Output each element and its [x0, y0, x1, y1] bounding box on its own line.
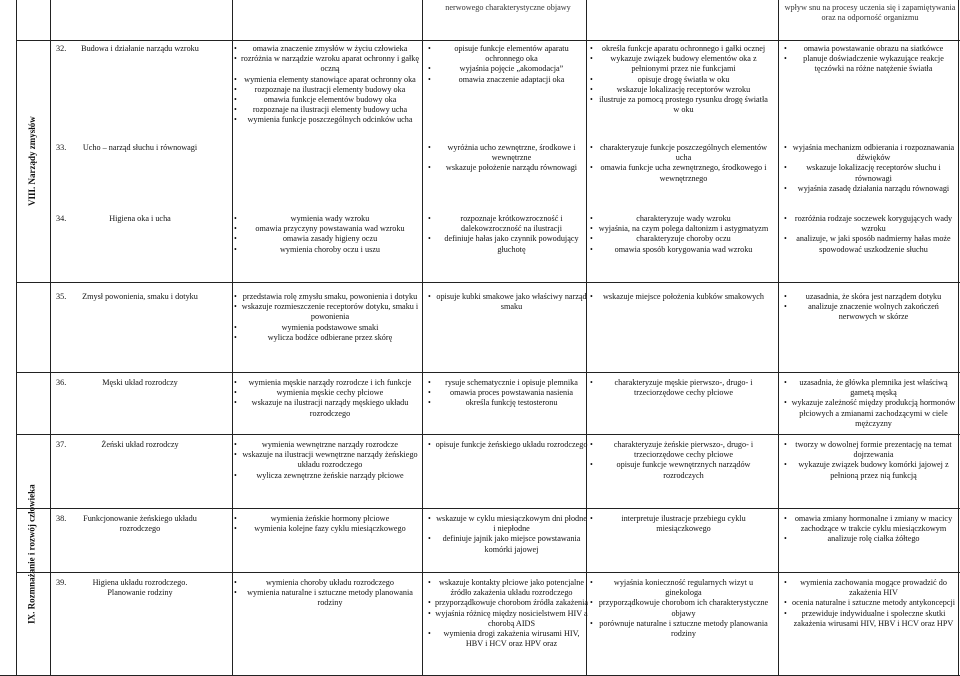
requirements-full: [590, 514, 770, 534]
topic-cell: 39. Higiena układu rozrodczego. Planowanie rodziny: [56, 578, 188, 598]
requirements-basic: [234, 378, 419, 419]
list-item: • opisuje kubki smakowe jako właściwy narząd smaku: [428, 292, 588, 312]
requirements-basic: [234, 578, 419, 609]
list-item: • wykazuje zależność między produkcją hormonów płciowych a zmianami zachodzącymi w ciele mężczyzny: [784, 398, 956, 429]
list-item: • ocenia naturalne i sztuczne metody antykoncepcji: [784, 598, 956, 608]
list-item: • wyjaśnia, na czym polega daltonizm i astygmatyzm: [590, 224, 770, 234]
list-item: • wskazuje na ilustracji wewnętrzne narządy żeńskiego układu rozrodczego: [234, 450, 419, 470]
list-item: • opisuje drogę światła w oku: [590, 75, 770, 85]
list-item: • charakteryzuje żeńskie pierwszo-, drugo- i trzeciorzędowe cechy płciowe: [590, 440, 770, 460]
list-item: • definiuje jajnik jako miejsce powstawania komórki jajowej: [428, 534, 588, 554]
topic-cell: 34. Higiena oka i ucha: [56, 214, 171, 223]
requirements-excellent: [784, 214, 956, 255]
topic-cell: 37. Żeński układ rozrodczy: [56, 440, 179, 449]
topic-cell: 35. Zmysł powonienia, smaku i dotyku: [56, 292, 198, 301]
list-item: • wskazuje położenie narządu równowagi: [428, 163, 588, 173]
topic-cell: 38. Funkcjonowanie żeńskiego układu rozrodczego: [56, 514, 197, 534]
requirements-basic: [234, 292, 419, 343]
list-item: • definiuje hałas jako czynnik powodujący głuchotę: [428, 234, 588, 254]
list-item: • wymienia męskie cechy płciowe: [234, 388, 419, 398]
requirements-excellent: [784, 292, 956, 323]
list-item: • charakteryzuje choroby oczu: [590, 234, 770, 244]
requirements-extended: [428, 578, 588, 649]
list-item: • przewiduje indywidualne i społeczne skutki zakażenia wirusami HIV, HBV i HCV oraz HPV: [784, 609, 956, 629]
list-item: • opisuje funkcje elementów aparatu ochronnego oka: [428, 44, 588, 64]
list-item: • omawia zmiany hormonalne i zmiany w macicy zachodzące w trakcie cyklu miesiączkowym: [784, 514, 956, 534]
topic-cell: 32. Budowa i działanie narządu wzroku: [56, 44, 199, 53]
list-item: • określa funkcję testosteronu: [428, 398, 588, 408]
grid-line: [232, 0, 233, 676]
list-item: • wskazuje w cyklu miesiączkowym dni płodne i niepłodne: [428, 514, 588, 534]
list-item: • wymienia zachowania mogące prowadzić do zakażenia HIV: [784, 578, 956, 598]
section-label-senses: VIII. Narządy zmysłów: [26, 116, 37, 206]
list-item: • rozróżnia w narządzie wzroku aparat ochronny i gałkę oczną: [234, 54, 419, 74]
list-item: • rozróżnia rodzaje soczewek korygujących wady wzroku: [784, 214, 956, 234]
grid-line: [16, 372, 960, 373]
requirements-excellent: [784, 578, 956, 629]
grid-line: [16, 40, 960, 41]
list-item: • przyporządkowuje chorobom ich charakterystyczne objawy: [590, 598, 770, 618]
list-item: • wymienia elementy stanowiące aparat ochronny oka: [234, 75, 419, 85]
list-item: • wymienia podstawowe smaki: [234, 323, 419, 333]
grid-line: [16, 282, 960, 283]
requirements-extended: [428, 44, 588, 85]
topic-cell: 33. Ucho – narząd słuchu i równowagi: [56, 143, 198, 152]
list-item: • uzasadnia, że główka plemnika jest właściwą gametą męską: [784, 378, 956, 398]
requirements-basic: [234, 514, 419, 534]
list-item: • wyjaśnia konieczność regularnych wizyt u ginekologa: [590, 578, 770, 598]
requirements-extended: [428, 214, 588, 255]
list-item: • wymienia wewnętrzne narządy rozrodcze: [234, 440, 419, 450]
requirements-excellent: [784, 143, 956, 194]
list-item: • analizuje rolę ciałka żółtego: [784, 534, 956, 544]
list-item: • omawia powstawanie obrazu na siatkówce: [784, 44, 956, 54]
requirements-full: [590, 44, 770, 115]
list-item: • wyjaśnia różnicę między nosicielstwem HIV a chorobą AIDS: [428, 609, 588, 629]
list-item: • przyporządkowuje chorobom źródła zakażenia: [428, 598, 588, 608]
grid-line: [778, 0, 779, 676]
header-col5: wpływ snu na procesy uczenia się i zapamiętywania oraz na odporność organizmu: [784, 3, 956, 22]
section-label-reproduction: IX. Rozmnażanie i rozwój człowieka: [26, 484, 37, 625]
requirements-full: [590, 143, 770, 184]
requirements-extended: [428, 440, 588, 450]
grid-line: [50, 0, 51, 676]
requirements-full: [590, 578, 770, 639]
list-item: • opisuje funkcje żeńskiego układu rozrodczego: [428, 440, 588, 450]
list-item: • wskazuje lokalizację receptorów wzroku: [590, 85, 770, 95]
requirements-full: [590, 378, 770, 398]
list-item: • wyjaśnia mechanizm odbierania i rozpoznawania dźwięków: [784, 143, 956, 163]
list-item: • wskazuje lokalizację receptorów słuchu i równowagi: [784, 163, 956, 183]
requirements-basic: [234, 214, 419, 255]
header-col3: nerwowego charakterystyczne objawy: [445, 3, 571, 12]
list-item: • wymienia choroby układu rozrodczego: [234, 578, 419, 588]
requirements-full: [590, 292, 770, 302]
list-item: • omawia przyczyny powstawania wad wzroku: [234, 224, 419, 234]
list-item: • wymienia choroby oczu i uszu: [234, 245, 419, 255]
requirements-extended: [428, 378, 588, 409]
list-item: • wskazuje miejsce położenia kubków smakowych: [590, 292, 770, 302]
requirements-full: [590, 214, 770, 255]
list-item: • opisuje funkcje wewnętrznych narządów rozrodczych: [590, 460, 770, 480]
list-item: • wyjaśnia zasadę działania narządu równowagi: [784, 184, 956, 194]
list-item: • omawia znaczenie adaptacji oka: [428, 75, 588, 85]
list-item: • wskazuje na ilustracji narządy męskiego układu rozrodczego: [234, 398, 419, 418]
list-item: • ilustruje za pomocą prostego rysunku drogę światła w oku: [590, 95, 770, 115]
grid-line: [958, 0, 959, 676]
list-item: • tworzy w dowolnej formie prezentację na temat dojrzewania: [784, 440, 956, 460]
list-item: • interpretuje ilustracje przebiegu cyklu miesiączkowego: [590, 514, 770, 534]
list-item: • analizuje, w jaki sposób nadmierny hałas może spowodować uszkodzenie słuchu: [784, 234, 956, 254]
list-item: • planuje doświadczenie wykazujące reakcje tęczówki na różne natężenie światła: [784, 54, 956, 74]
topic-cell: 36. Męski układ rozrodczy: [56, 378, 178, 387]
list-item: • omawia znaczenie zmysłów w życiu człowieka: [234, 44, 419, 54]
list-item: • rysuje schematycznie i opisuje plemnika: [428, 378, 588, 388]
list-item: • omawia proces powstawania nasienia: [428, 388, 588, 398]
list-item: • charakteryzuje wady wzroku: [590, 214, 770, 224]
list-item: • wskazuje rozmieszczenie receptorów dotyku, smaku i powonienia: [234, 302, 419, 322]
requirements-full: [590, 440, 770, 481]
list-item: • omawia sposób korygowania wad wzroku: [590, 245, 770, 255]
list-item: • wymienia drogi zakażenia wirusami HIV, HBV i HCV oraz HPV oraz: [428, 629, 588, 649]
list-item: • wymienia naturalne i sztuczne metody planowania rodziny: [234, 588, 419, 608]
list-item: • omawia zasady higieny oczu: [234, 234, 419, 244]
list-item: • wymienia kolejne fazy cyklu miesiączkowego: [234, 524, 419, 534]
requirements-extended: [428, 514, 588, 555]
requirements-excellent: [784, 440, 956, 481]
list-item: • wylicza bodźce odbierane przez skórę: [234, 333, 419, 343]
list-item: • wymienia funkcje poszczególnych odcinków ucha: [234, 115, 419, 125]
list-item: • wylicza zewnętrzne żeńskie narządy płciowe: [234, 471, 419, 481]
requirements-excellent: [784, 514, 956, 545]
list-item: • omawia funkcje elementów budowy oka: [234, 95, 419, 105]
list-item: • wskazuje kontakty płciowe jako potencjalne źródło zakażenia układu rozrodczego: [428, 578, 588, 598]
list-item: • przedstawia rolę zmysłu smaku, powonienia i dotyku: [234, 292, 419, 302]
list-item: • wymienia męskie narządy rozrodcze i ich funkcje: [234, 378, 419, 388]
requirements-excellent: [784, 44, 956, 75]
list-item: • uzasadnia, że skóra jest narządem dotyku: [784, 292, 956, 302]
list-item: • analizuje znaczenie wolnych zakończeń nerwowych w skórze: [784, 302, 956, 322]
list-item: • wykazuje związek budowy elementów oka z pełnionymi przez nie funkcjami: [590, 54, 770, 74]
list-item: • wykazuje związek budowy komórki jajowej z pełnioną przez nią funkcją: [784, 460, 956, 480]
list-item: • wyjaśnia pojęcie „akomodacja”: [428, 64, 588, 74]
list-item: • charakteryzuje męskie pierwszo-, drugo- i trzeciorzędowe cechy płciowe: [590, 378, 770, 398]
grid-line: [16, 572, 960, 573]
grid-line: [16, 508, 960, 509]
requirements-basic: [234, 44, 419, 126]
list-item: • omawia funkcje ucha zewnętrznego, środkowego i wewnętrznego: [590, 163, 770, 183]
list-item: • porównuje naturalne i sztuczne metody planowania rodziny: [590, 619, 770, 639]
list-item: • rozpoznaje na ilustracji elementy budowy ucha: [234, 105, 419, 115]
list-item: • wymienia żeńskie hormony płciowe: [234, 514, 419, 524]
grid-line: [16, 434, 960, 435]
list-item: • wymienia wady wzroku: [234, 214, 419, 224]
grid-line: [586, 0, 587, 676]
list-item: • rozpoznaje na ilustracji elementy budowy oka: [234, 85, 419, 95]
list-item: • określa funkcje aparatu ochronnego i gałki ocznej: [590, 44, 770, 54]
list-item: • wyróżnia ucho zewnętrzne, środkowe i wewnętrzne: [428, 143, 588, 163]
requirements-basic: [234, 440, 419, 481]
list-item: • charakteryzuje funkcje poszczególnych elementów ucha: [590, 143, 770, 163]
requirements-extended: [428, 143, 588, 174]
requirements-excellent: [784, 378, 956, 429]
grid-line: [422, 0, 423, 676]
list-item: • rozpoznaje krótkowzroczność i dalekowzroczność na ilustracji: [428, 214, 588, 234]
requirements-extended: [428, 292, 588, 312]
